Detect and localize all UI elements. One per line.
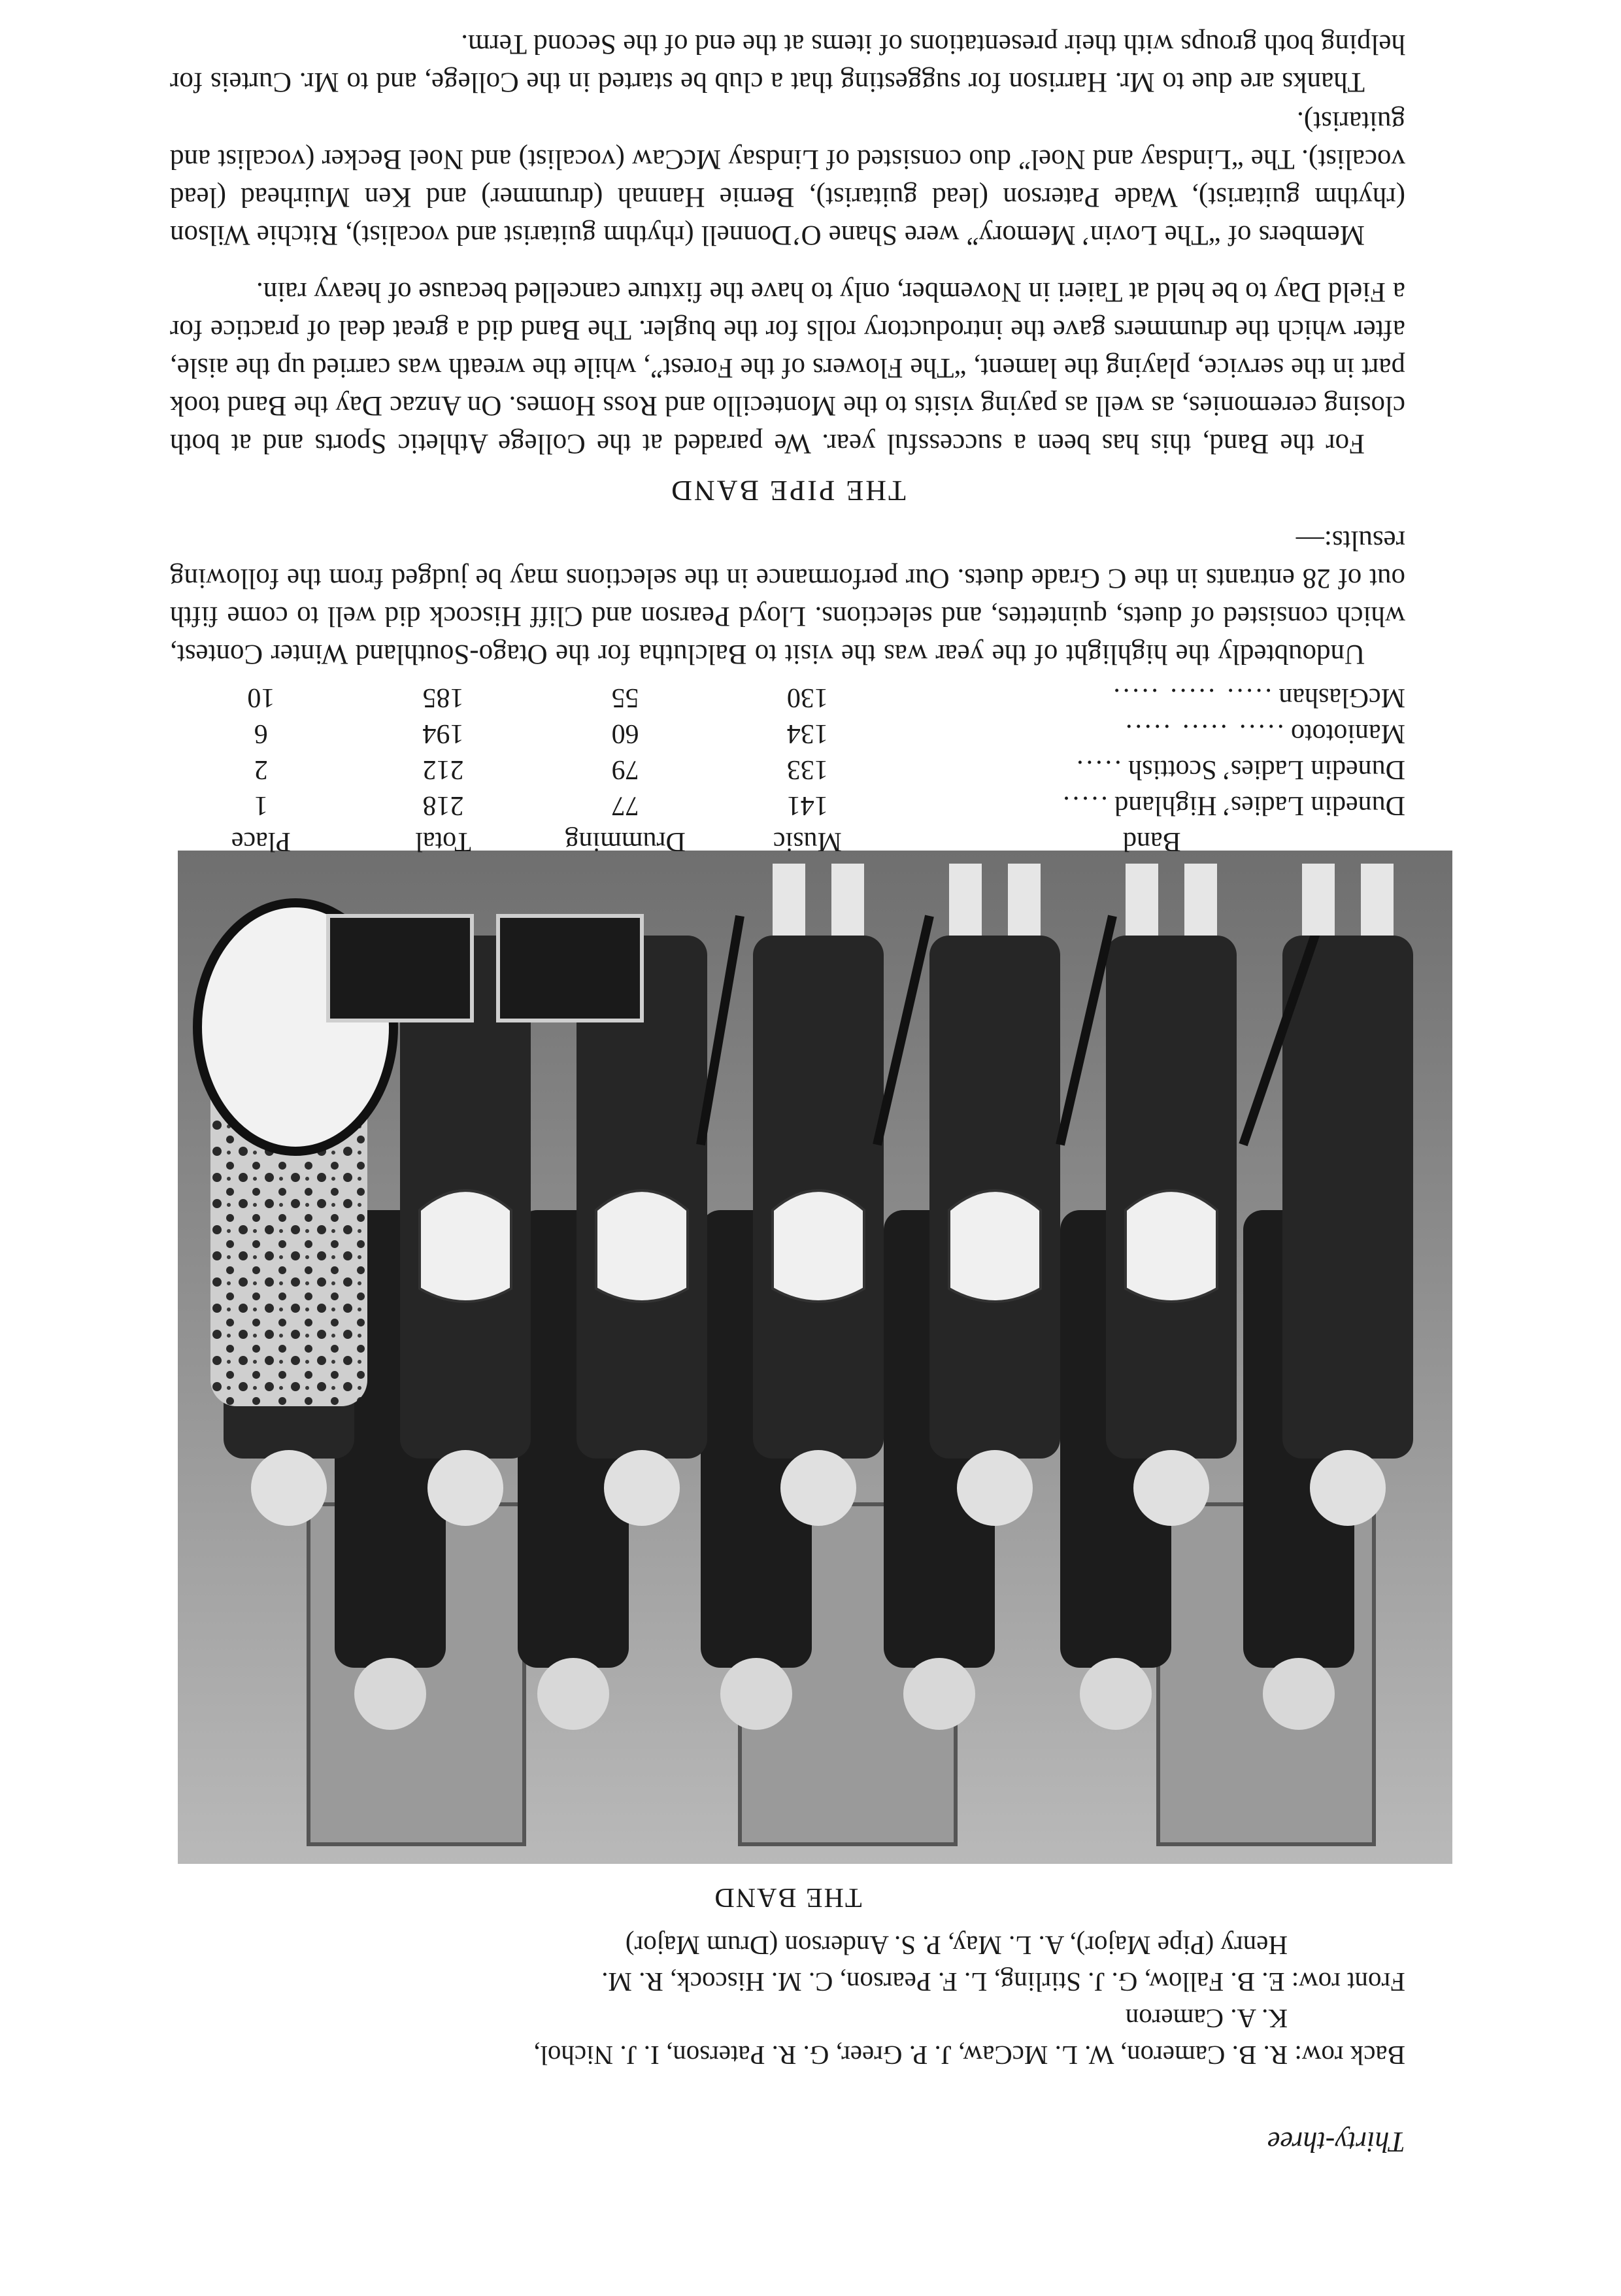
total-score: 212 xyxy=(422,754,464,785)
drumming-score: 55 xyxy=(611,682,639,713)
total-score: 218 xyxy=(422,790,464,820)
music-score: 130 xyxy=(786,682,828,713)
photo-title: THE BAND xyxy=(713,1882,862,1913)
thanks-paragraph: Thanks are due to Mr. Harrison for suggesting that a club be started in the College, and to Mr. Curteis for helping both groups with their presentations of items at the end of the Second Term. xyxy=(170,29,1405,98)
header-place: Place xyxy=(231,826,291,856)
caption-back-row xyxy=(170,2001,1405,2074)
total-score: 185 xyxy=(422,682,464,713)
results-table xyxy=(170,679,1405,859)
music-score: 133 xyxy=(786,754,828,785)
pipe-band-paragraph-2-block xyxy=(170,521,1405,673)
table-row xyxy=(170,679,1405,715)
drumming-score: 79 xyxy=(611,754,639,785)
leader-dots: ..... ..... ..... xyxy=(1111,682,1272,713)
table-row xyxy=(170,787,1405,823)
leader-dots: ..... xyxy=(1060,790,1108,820)
music-score: 141 xyxy=(786,790,828,820)
caption-back-label: Back row: xyxy=(1294,2040,1405,2070)
leader-dots: ..... ..... ..... xyxy=(1123,718,1284,749)
place: 6 xyxy=(254,718,268,749)
band-name: Maniototo xyxy=(1291,718,1405,749)
pipe-band-paragraph-1-block xyxy=(170,273,1405,462)
table-row xyxy=(170,715,1405,751)
band-photograph xyxy=(178,851,1452,1864)
table-row xyxy=(170,751,1405,787)
music-score: 134 xyxy=(786,718,828,749)
header-music: Music xyxy=(773,826,842,856)
side-drum-1 xyxy=(328,916,472,1021)
header-drumming: Drumming xyxy=(565,826,686,856)
caption-front-row xyxy=(170,1927,1405,2001)
place: 1 xyxy=(254,790,268,820)
drumming-score: 77 xyxy=(611,790,639,820)
members-paragraph: Members of “The Lovin’ Memory” were Shane O’Donnell (rhythm guitarist and vocalist), Ritchie Wilson (rhythm guitarist), Wade Paterson (lead guitarist), Bernie Hannah (drummer) and Ken Muirhead (lead vocalist). The “Lindsay and Noel” duo consisted of Lindsay McCaw (vocalist) and Noel Becker (vocalist and guitarist). xyxy=(170,106,1405,251)
caption-front-label: Front row: xyxy=(1291,1967,1405,1997)
results-body xyxy=(170,679,1405,859)
photo-caption xyxy=(170,1927,1405,2074)
place: 10 xyxy=(247,682,275,713)
pipe-band-title: THE PIPE BAND xyxy=(669,474,906,507)
thanks-paragraph-block xyxy=(170,25,1405,101)
band-name: Dunedin Ladies’ Scottish xyxy=(1128,754,1405,785)
place: 2 xyxy=(254,754,268,785)
pipe-band-paragraph-2: Undoubtedly the highlight of the year was the visit to Balclutha for the Otago-Southland Winter Contest, which consisted of duets, quintettes, and selections. Lloyd Pearson and Cliff Hiscock did well to come fifth out of 28 entrants in the C Grade duets. Our performance in the selections may be judged from the following results:— xyxy=(170,524,1405,669)
caption-front-names: E. B. Fallow, G. J. Stirling, L. F. Pearson, C. M. Hiscock, R. M. xyxy=(601,1967,1285,1997)
band-photo-illustration xyxy=(178,851,1452,1864)
leader-dots: ..... xyxy=(1074,754,1122,785)
members-paragraph-block xyxy=(170,102,1405,254)
caption-front-continued: Henry (Pipe Major), A. L. May, P. S. Anderson (Drum Major) xyxy=(625,1931,1288,1961)
side-drum-2 xyxy=(498,916,642,1021)
total-score: 194 xyxy=(422,718,464,749)
page-number: Thirty-three xyxy=(1267,2126,1405,2158)
band-name: Dunedin Ladies’ Highland xyxy=(1114,790,1405,820)
header-band: Band xyxy=(1122,826,1181,856)
caption-back-names: R. B. Cameron, W. L. McCaw, J. P. Greer, G. R. Paterson, I. J. Nichol, xyxy=(533,2040,1288,2070)
drumming-score: 60 xyxy=(611,718,639,749)
results-header-row xyxy=(170,823,1405,859)
band-name: McGlashan xyxy=(1278,682,1405,713)
pipe-band-paragraph-1: For the Band, this has been a successful year. We paraded at the College Athletic Sports and at both closing ceremonies, as well as paying visits to the Montecillo and Ross Homes. On Anzac Day the Band took part in the service, playing the lament, “The Flowers of the Forest”, while the wreath was carried up the aisle, after which the drummers gave the introductory rolls for the bugler. The Band did a great deal of practice for a Field Day to be held at Taieri in November, only to have the fixture cancelled because of heavy rain. xyxy=(170,277,1405,460)
header-total: Total xyxy=(415,826,471,856)
caption-back-continued: K. A. Cameron xyxy=(1125,2004,1288,2034)
